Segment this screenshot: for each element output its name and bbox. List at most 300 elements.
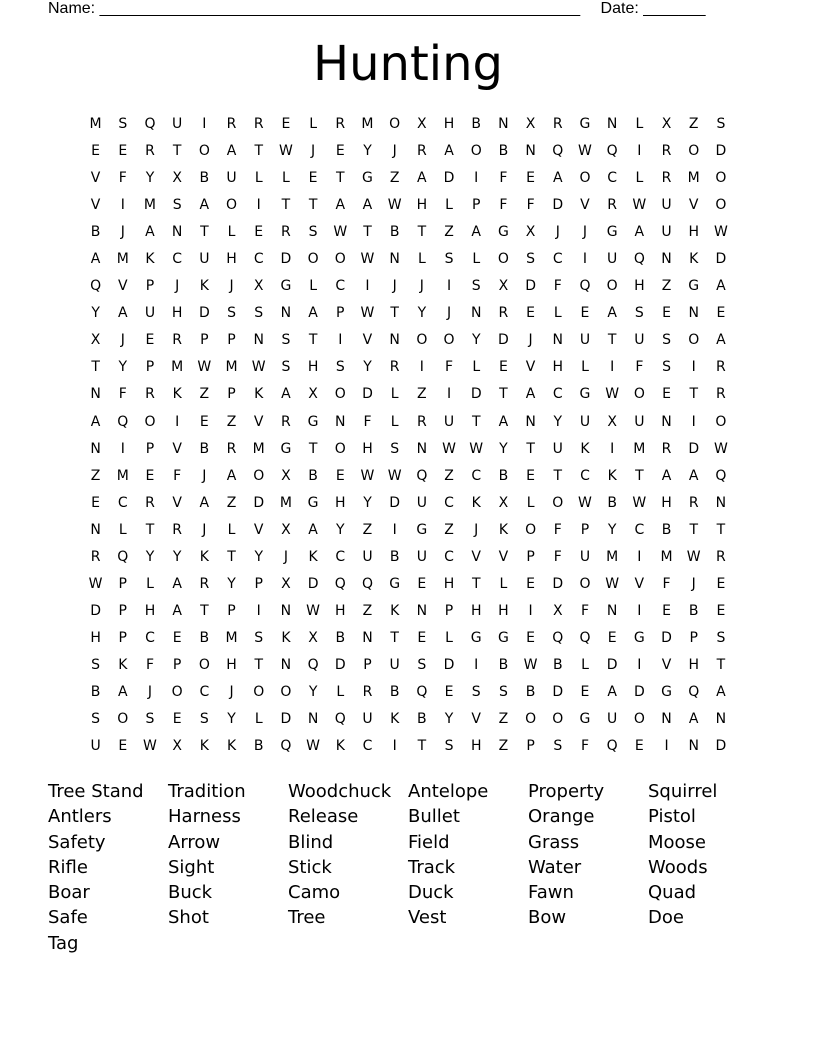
grid-letter[interactable]: L [309, 278, 317, 295]
grid-letter[interactable]: Y [308, 683, 318, 700]
grid-letter[interactable]: U [226, 170, 237, 187]
grid-letter[interactable]: Y [363, 143, 372, 160]
grid-letter[interactable]: G [688, 278, 700, 295]
grid-letter[interactable]: G [606, 224, 618, 241]
grid-letter[interactable]: S [254, 629, 264, 646]
grid-letter[interactable]: D [688, 440, 700, 457]
grid-letter[interactable]: A [335, 197, 346, 214]
grid-letter[interactable]: H [661, 494, 672, 511]
grid-letter[interactable]: W [578, 494, 592, 511]
grid-letter[interactable]: M [633, 440, 646, 457]
grid-letter[interactable]: I [175, 413, 180, 430]
grid-letter[interactable]: E [526, 467, 536, 484]
grid-letter[interactable]: L [254, 170, 263, 187]
grid-letter[interactable]: N [280, 602, 292, 619]
grid-letter[interactable]: B [389, 224, 400, 241]
grid-letter[interactable]: X [281, 521, 291, 538]
grid-letter[interactable]: O [579, 575, 591, 592]
grid-letter[interactable]: L [553, 305, 562, 322]
grid-letter[interactable]: W [360, 305, 375, 322]
grid-letter[interactable]: J [175, 278, 180, 295]
grid-letter[interactable]: Y [607, 521, 617, 538]
grid-letter[interactable]: P [363, 656, 372, 673]
grid-letter[interactable]: P [580, 521, 590, 538]
grid-letter[interactable]: P [227, 602, 236, 619]
grid-letter[interactable]: I [120, 440, 125, 457]
grid-letter[interactable]: I [120, 197, 125, 214]
grid-letter[interactable]: T [417, 738, 427, 755]
grid-letter[interactable]: I [202, 116, 207, 132]
grid-letter[interactable]: D [715, 738, 727, 755]
grid-letter[interactable]: U [144, 305, 156, 322]
grid-letter[interactable]: E [716, 575, 726, 592]
grid-letter[interactable]: S [199, 711, 209, 728]
grid-letter[interactable]: Y [172, 548, 182, 565]
grid-letter[interactable]: U [362, 711, 373, 728]
grid-letter[interactable]: F [662, 575, 671, 592]
grid-letter[interactable]: S [444, 251, 454, 268]
grid-letter[interactable]: E [580, 683, 590, 700]
grid-letter[interactable]: A [417, 170, 427, 187]
grid-letter[interactable]: Q [117, 413, 129, 430]
grid-letter[interactable]: N [171, 224, 183, 241]
grid-letter[interactable]: T [471, 413, 481, 430]
grid-letter[interactable]: N [715, 494, 727, 511]
grid-letter[interactable]: K [281, 629, 291, 646]
grid-letter[interactable]: M [143, 197, 157, 214]
grid-letter[interactable]: V [172, 494, 182, 511]
grid-letter[interactable]: W [469, 440, 484, 457]
grid-letter[interactable]: E [172, 711, 182, 728]
grid-letter[interactable]: D [443, 656, 455, 673]
grid-letter[interactable]: J [392, 143, 397, 160]
grid-letter[interactable]: V [661, 656, 672, 673]
grid-letter[interactable]: U [579, 413, 591, 430]
grid-letter[interactable]: O [198, 656, 210, 673]
grid-letter[interactable]: O [334, 386, 346, 403]
grid-letter[interactable]: H [226, 656, 237, 673]
grid-letter[interactable]: F [499, 197, 508, 214]
grid-letter[interactable]: S [91, 656, 101, 673]
grid-letter[interactable]: U [579, 548, 591, 565]
grid-letter[interactable]: K [254, 386, 264, 403]
grid-letter[interactable]: G [497, 629, 509, 646]
grid-letter[interactable]: F [635, 359, 644, 376]
grid-letter[interactable]: A [525, 386, 536, 403]
grid-letter[interactable]: T [363, 224, 372, 241]
grid-letter[interactable]: S [662, 359, 671, 376]
grid-letter[interactable]: E [335, 467, 345, 484]
grid-letter[interactable]: Q [579, 278, 591, 295]
grid-letter[interactable]: B [417, 711, 427, 728]
grid-letter[interactable]: D [552, 575, 564, 592]
grid-letter[interactable]: C [145, 629, 155, 646]
grid-letter[interactable]: R [416, 143, 427, 160]
grid-letter[interactable]: C [253, 251, 264, 268]
grid-letter[interactable]: K [580, 440, 590, 457]
grid-letter[interactable]: E [662, 602, 671, 619]
grid-letter[interactable]: O [307, 251, 319, 268]
grid-letter[interactable]: W [88, 575, 103, 592]
grid-letter[interactable]: H [362, 440, 373, 457]
grid-letter[interactable]: L [336, 683, 345, 700]
grid-letter[interactable]: F [499, 170, 508, 187]
grid-letter[interactable]: Q [334, 711, 346, 728]
grid-letter[interactable]: R [145, 494, 155, 511]
grid-letter[interactable]: V [498, 548, 509, 565]
grid-letter[interactable]: M [116, 467, 129, 484]
grid-letter[interactable]: G [470, 629, 482, 646]
grid-letter[interactable]: E [444, 683, 454, 700]
grid-letter[interactable]: J [555, 224, 560, 241]
grid-letter[interactable]: O [226, 197, 238, 214]
grid-letter[interactable]: S [308, 224, 318, 241]
grid-letter[interactable]: O [144, 413, 156, 430]
grid-letter[interactable]: Z [444, 467, 454, 484]
grid-letter[interactable]: L [526, 494, 535, 511]
grid-letter[interactable]: K [172, 386, 182, 403]
grid-letter[interactable]: F [526, 197, 535, 214]
grid-letter[interactable]: C [335, 548, 346, 565]
grid-letter[interactable]: M [225, 359, 238, 376]
grid-letter[interactable]: G [280, 440, 292, 457]
grid-letter[interactable]: D [470, 386, 482, 403]
grid-letter[interactable]: F [553, 548, 562, 565]
grid-letter[interactable]: K [199, 738, 209, 755]
grid-letter[interactable]: U [661, 224, 672, 241]
grid-letter[interactable]: N [416, 602, 428, 619]
grid-letter[interactable]: B [199, 629, 210, 646]
grid-letter[interactable]: I [664, 738, 669, 755]
grid-letter[interactable]: X [661, 116, 672, 132]
grid-letter[interactable]: B [90, 224, 101, 241]
grid-letter[interactable]: Z [389, 170, 400, 187]
grid-letter[interactable]: N [335, 413, 346, 430]
grid-letter[interactable]: W [632, 197, 647, 214]
grid-letter[interactable]: I [392, 738, 397, 755]
grid-letter[interactable]: W [713, 224, 728, 241]
grid-letter[interactable]: T [499, 386, 508, 403]
grid-letter[interactable]: D [715, 143, 727, 160]
grid-letter[interactable]: R [226, 440, 237, 457]
grid-letter[interactable]: A [498, 413, 509, 430]
grid-letter[interactable]: Y [91, 305, 100, 322]
grid-letter[interactable]: R [145, 386, 155, 403]
grid-letter[interactable]: V [117, 278, 128, 295]
grid-letter[interactable]: R [688, 494, 699, 511]
grid-letter[interactable]: N [661, 251, 672, 268]
grid-letter[interactable]: Y [254, 548, 263, 565]
grid-letter[interactable]: O [688, 143, 700, 160]
grid-letter[interactable]: Q [90, 278, 102, 295]
grid-letter[interactable]: P [118, 629, 127, 646]
grid-letter[interactable]: W [713, 440, 728, 457]
grid-letter[interactable]: L [146, 575, 154, 592]
grid-letter[interactable]: O [715, 197, 727, 214]
grid-letter[interactable]: W [360, 467, 375, 484]
grid-letter[interactable]: I [474, 656, 479, 673]
grid-letter[interactable]: D [280, 711, 292, 728]
grid-letter[interactable]: B [661, 521, 672, 538]
grid-letter[interactable]: A [226, 467, 237, 484]
grid-letter[interactable]: A [90, 413, 101, 430]
grid-letter[interactable]: B [607, 494, 617, 511]
grid-letter[interactable]: P [118, 575, 127, 592]
grid-letter[interactable]: O [334, 251, 346, 268]
grid-letter[interactable]: H [688, 224, 699, 241]
grid-letter[interactable]: N [253, 332, 264, 349]
grid-letter[interactable]: V [253, 413, 264, 430]
grid-letter[interactable]: U [199, 251, 210, 268]
grid-letter[interactable]: J [691, 575, 696, 592]
grid-letter[interactable]: D [253, 494, 265, 511]
grid-letter[interactable]: V [634, 575, 645, 592]
grid-letter[interactable]: Z [498, 738, 509, 755]
grid-letter[interactable]: T [308, 197, 318, 214]
grid-letter[interactable]: T [254, 656, 263, 673]
grid-letter[interactable]: R [335, 116, 346, 132]
grid-letter[interactable]: O [198, 143, 210, 160]
grid-letter[interactable]: B [525, 683, 536, 700]
grid-letter[interactable]: N [416, 440, 428, 457]
grid-letter[interactable]: X [281, 575, 291, 592]
grid-letter[interactable]: F [145, 656, 154, 673]
grid-letter[interactable]: F [118, 170, 127, 187]
grid-letter[interactable]: D [661, 629, 672, 646]
grid-letter[interactable]: U [607, 251, 618, 268]
grid-letter[interactable]: O [470, 143, 482, 160]
grid-letter[interactable]: G [307, 494, 319, 511]
grid-letter[interactable]: Z [688, 116, 699, 132]
grid-letter[interactable]: Q [307, 656, 319, 673]
grid-letter[interactable]: A [281, 386, 291, 403]
grid-letter[interactable]: R [607, 197, 618, 214]
grid-letter[interactable]: R [389, 359, 400, 376]
grid-letter[interactable]: N [688, 305, 699, 322]
grid-letter[interactable]: S [662, 332, 671, 349]
grid-letter[interactable]: D [334, 656, 346, 673]
grid-letter[interactable]: H [688, 656, 699, 673]
grid-letter[interactable]: I [256, 197, 261, 214]
grid-letter[interactable]: N [90, 386, 101, 403]
grid-letter[interactable]: U [661, 197, 672, 214]
grid-letter[interactable]: D [389, 494, 401, 511]
grid-letter[interactable]: U [443, 413, 455, 430]
grid-letter[interactable]: T [200, 224, 209, 241]
grid-letter[interactable]: V [362, 332, 373, 349]
grid-letter[interactable]: R [172, 521, 183, 538]
grid-letter[interactable]: E [716, 305, 726, 322]
grid-letter[interactable]: G [497, 224, 509, 241]
grid-letter[interactable]: Z [444, 521, 454, 538]
grid-letter[interactable]: Y [553, 413, 563, 430]
grid-letter[interactable]: F [553, 278, 562, 295]
grid-letter[interactable]: O [715, 413, 727, 430]
grid-letter[interactable]: U [389, 656, 400, 673]
grid-letter[interactable]: H [171, 305, 183, 322]
grid-letter[interactable]: E [281, 116, 291, 132]
grid-letter[interactable]: Q [144, 116, 156, 132]
grid-letter[interactable]: F [553, 521, 562, 538]
grid-letter[interactable]: J [229, 278, 234, 295]
grid-letter[interactable]: P [444, 602, 454, 619]
grid-letter[interactable]: A [471, 224, 481, 241]
grid-letter[interactable]: J [311, 143, 316, 160]
grid-letter[interactable]: E [118, 143, 128, 160]
grid-letter[interactable]: W [197, 359, 212, 376]
grid-letter[interactable]: D [307, 575, 319, 592]
grid-letter[interactable]: F [173, 467, 182, 484]
grid-letter[interactable]: I [691, 413, 696, 430]
grid-letter[interactable]: P [526, 738, 535, 755]
grid-letter[interactable]: A [634, 224, 645, 241]
grid-letter[interactable]: A [308, 305, 318, 322]
grid-letter[interactable]: E [526, 629, 536, 646]
grid-letter[interactable]: A [145, 224, 155, 241]
grid-letter[interactable]: S [227, 305, 236, 322]
grid-letter[interactable]: D [90, 602, 101, 619]
grid-letter[interactable]: N [280, 305, 292, 322]
grid-letter[interactable]: N [661, 413, 672, 430]
grid-letter[interactable]: L [390, 413, 399, 430]
grid-letter[interactable]: H [443, 575, 455, 592]
grid-letter[interactable]: H [90, 629, 101, 646]
grid-letter[interactable]: Y [444, 711, 454, 728]
grid-letter[interactable]: L [282, 170, 290, 187]
grid-letter[interactable]: P [118, 602, 127, 619]
grid-letter[interactable]: V [253, 521, 264, 538]
grid-letter[interactable]: T [91, 359, 100, 376]
grid-letter[interactable]: R [716, 386, 726, 403]
grid-letter[interactable]: P [145, 440, 155, 457]
grid-letter[interactable]: D [552, 197, 564, 214]
grid-letter[interactable]: Q [715, 467, 727, 484]
grid-letter[interactable]: N [606, 602, 618, 619]
grid-letter[interactable]: A [688, 711, 699, 728]
grid-letter[interactable]: C [335, 278, 346, 295]
grid-letter[interactable]: B [308, 467, 318, 484]
grid-letter[interactable]: C [199, 683, 210, 700]
grid-letter[interactable]: A [552, 170, 563, 187]
grid-letter[interactable]: F [445, 359, 454, 376]
grid-letter[interactable]: Q [606, 738, 618, 755]
grid-letter[interactable]: J [419, 278, 424, 295]
grid-letter[interactable]: P [254, 575, 263, 592]
grid-letter[interactable]: K [471, 494, 481, 511]
grid-letter[interactable]: G [661, 683, 672, 700]
grid-letter[interactable]: D [198, 305, 210, 322]
grid-letter[interactable]: O [497, 251, 509, 268]
grid-letter[interactable]: G [280, 278, 292, 295]
grid-letter[interactable]: V [525, 359, 536, 376]
grid-letter[interactable]: C [552, 251, 563, 268]
grid-letter[interactable]: U [172, 116, 183, 132]
grid-letter[interactable]: Q [334, 575, 346, 592]
grid-letter[interactable]: P [526, 548, 535, 565]
grid-letter[interactable]: F [118, 386, 127, 403]
grid-letter[interactable]: D [715, 251, 727, 268]
grid-letter[interactable]: S [335, 359, 345, 376]
grid-letter[interactable]: O [253, 683, 265, 700]
grid-letter[interactable]: B [253, 738, 264, 755]
grid-letter[interactable]: T [689, 521, 698, 538]
grid-letter[interactable]: S [471, 683, 481, 700]
grid-letter[interactable]: E [145, 467, 155, 484]
grid-letter[interactable]: Q [117, 548, 129, 565]
grid-letter[interactable]: P [145, 359, 155, 376]
grid-letter[interactable]: U [634, 413, 645, 430]
grid-letter[interactable]: R [145, 143, 155, 160]
grid-letter[interactable]: T [308, 440, 318, 457]
grid-letter[interactable]: Y [471, 332, 481, 349]
grid-letter[interactable]: P [227, 386, 236, 403]
grid-letter[interactable]: B [471, 116, 482, 132]
grid-letter[interactable]: U [607, 711, 618, 728]
grid-letter[interactable]: V [471, 711, 481, 728]
grid-letter[interactable]: A [117, 305, 128, 322]
grid-letter[interactable]: L [472, 359, 481, 376]
grid-letter[interactable]: I [610, 440, 615, 457]
grid-letter[interactable]: Z [226, 494, 237, 511]
grid-letter[interactable]: O [117, 711, 129, 728]
grid-letter[interactable]: N [90, 440, 101, 457]
grid-letter[interactable]: R [498, 305, 509, 322]
grid-letter[interactable]: A [117, 683, 128, 700]
grid-letter[interactable]: G [579, 116, 591, 132]
grid-letter[interactable]: B [498, 143, 509, 160]
grid-letter[interactable]: L [581, 359, 589, 376]
grid-letter[interactable]: C [444, 548, 454, 565]
grid-letter[interactable]: B [498, 656, 509, 673]
grid-letter[interactable]: L [309, 116, 317, 132]
grid-letter[interactable]: S [471, 278, 481, 295]
grid-letter[interactable]: C [634, 521, 645, 538]
grid-letter[interactable]: I [637, 602, 642, 619]
grid-letter[interactable]: H [470, 738, 482, 755]
grid-letter[interactable]: A [444, 143, 454, 160]
grid-letter[interactable]: X [607, 413, 617, 430]
grid-letter[interactable]: X [253, 278, 264, 295]
grid-letter[interactable]: I [446, 278, 452, 295]
grid-letter[interactable]: R [281, 413, 291, 430]
grid-letter[interactable]: T [145, 521, 155, 538]
grid-letter[interactable]: C [471, 467, 482, 484]
grid-letter[interactable]: H [416, 197, 428, 214]
grid-letter[interactable]: A [172, 602, 182, 619]
grid-letter[interactable]: S [498, 683, 508, 700]
grid-letter[interactable]: R [90, 548, 101, 565]
grid-letter[interactable]: L [635, 116, 644, 132]
grid-letter[interactable]: C [172, 251, 183, 268]
grid-letter[interactable]: N [389, 251, 400, 268]
grid-letter[interactable]: X [525, 116, 536, 132]
grid-letter[interactable]: E [498, 359, 508, 376]
grid-letter[interactable]: L [635, 170, 644, 187]
grid-letter[interactable]: I [637, 548, 642, 565]
grid-letter[interactable]: I [256, 602, 261, 619]
grid-letter[interactable]: M [606, 548, 619, 565]
grid-letter[interactable]: B [335, 629, 346, 646]
grid-letter[interactable]: E [662, 386, 671, 403]
grid-letter[interactable]: E [308, 170, 318, 187]
grid-letter[interactable]: D [525, 278, 536, 295]
grid-letter[interactable]: I [365, 278, 370, 295]
grid-letter[interactable]: Y [363, 359, 372, 376]
grid-letter[interactable]: T [607, 332, 617, 349]
grid-letter[interactable]: Y [499, 440, 508, 457]
grid-letter[interactable]: B [389, 548, 400, 565]
grid-letter[interactable]: T [172, 143, 182, 160]
